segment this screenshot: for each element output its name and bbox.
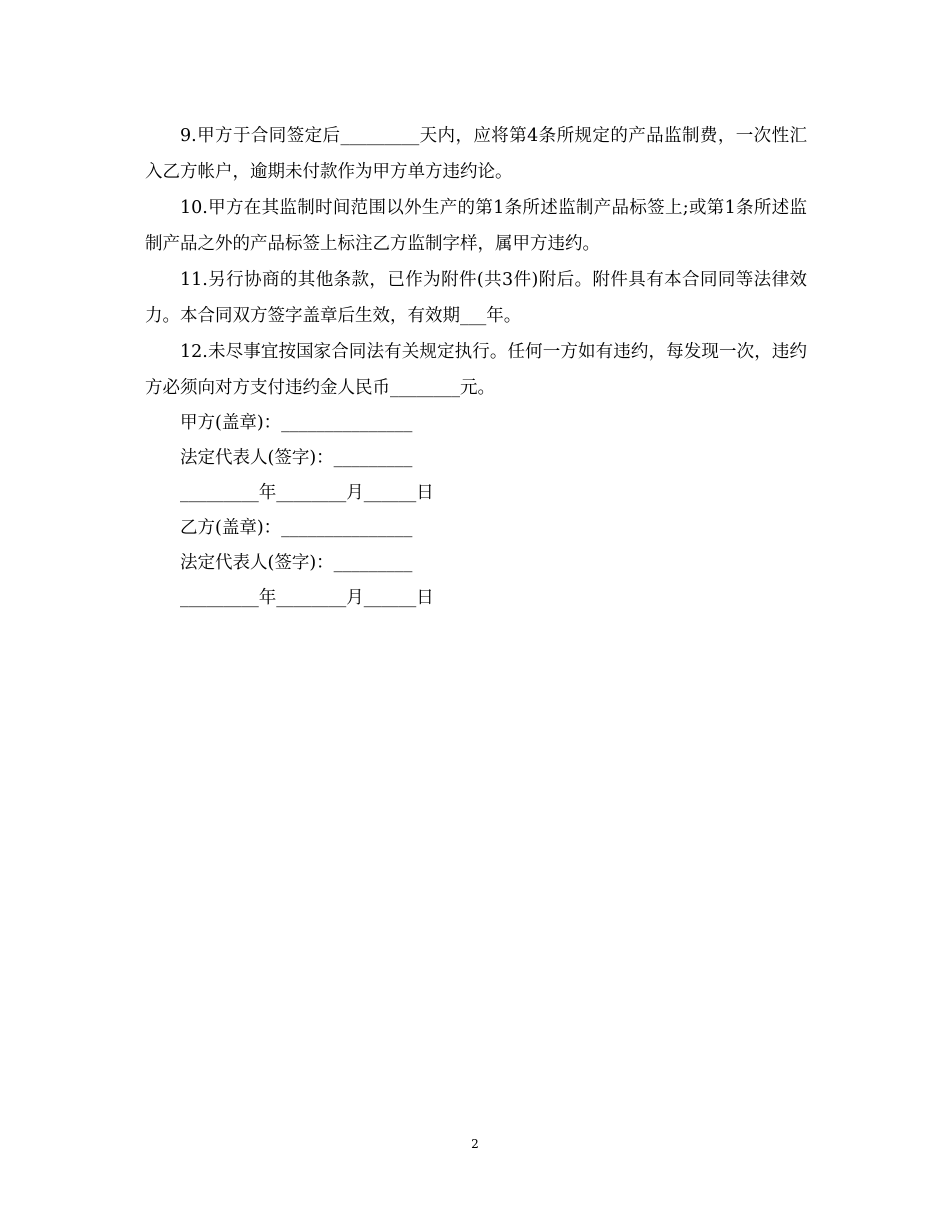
party-a-signature-block: [145, 406, 807, 511]
party-b-seal-line: 乙方(盖章)：_______________: [180, 518, 413, 538]
document-body: [145, 118, 807, 616]
party-a-date-line: _________年________月______日: [180, 483, 434, 503]
page-number: 2: [471, 1137, 479, 1151]
clause-10: 10.甲方在其监制时间范围以外生产的第1条所述监制产品标签上;或第1条所述监制产品之外的产品标签上标注乙方监制字样，属甲方违约。: [145, 198, 807, 254]
clause-12: 12.未尽事宜按国家合同法有关规定执行。任何一方如有违约，每发现一次，违约方必须向对方支付违约金人民币________元。: [145, 342, 807, 398]
clause-11: 11.另行协商的其他条款，已作为附件(共3件)附后。附件具有本合同同等法律效力。本合同双方签字盖章后生效，有效期___年。: [145, 270, 807, 326]
party-a-representative-line: 法定代表人(签字)：_________: [180, 448, 413, 468]
party-b-date-line: _________年________月______日: [180, 588, 434, 608]
party-a-seal-line: 甲方(盖章)：_______________: [180, 413, 413, 433]
party-b-signature-block: [145, 511, 807, 616]
party-b-representative-line: 法定代表人(签字)：_________: [180, 553, 413, 573]
clause-9: 9.甲方于合同签定后_________天内，应将第4条所规定的产品监制费，一次性汇入乙方帐户，逾期未付款作为甲方单方违约论。: [145, 126, 807, 182]
